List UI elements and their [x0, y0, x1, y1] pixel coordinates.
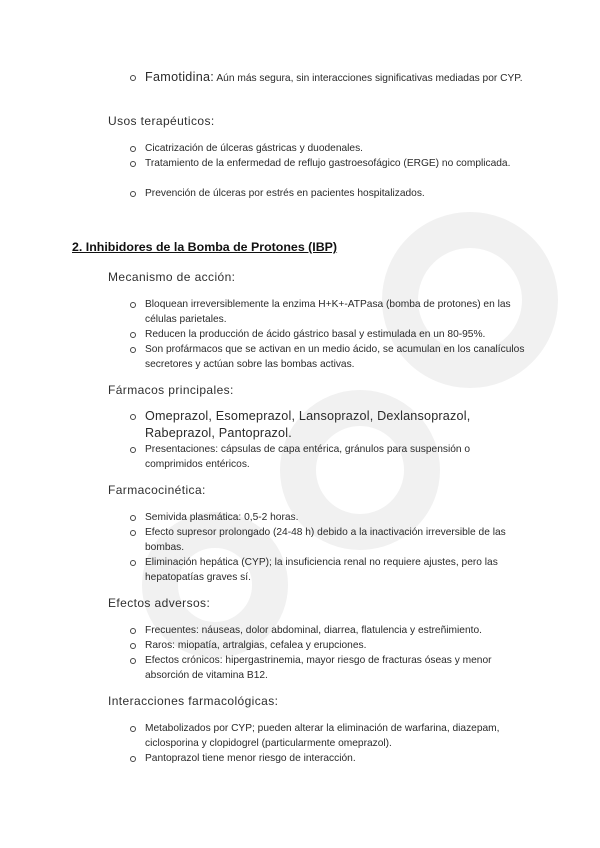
- list-item: Prevención de úlceras por estrés en pacientes hospitalizados.: [145, 186, 525, 201]
- drug-description: Aún más segura, sin interacciones significativas mediadas por CYP.: [216, 73, 523, 84]
- list-item: Raros: miopatía, artralgias, cefalea y erupciones.: [145, 638, 525, 653]
- section-heading: 2. Inhibidores de la Bomba de Protones (IBP): [72, 240, 338, 254]
- list-item: Tratamiento de la enfermedad de reflujo gastroesofágico (ERGE) no complicada.: [145, 156, 525, 171]
- subheading-mecanismo: Mecanismo de acción:: [108, 270, 236, 284]
- list-item: Son profármacos que se activan en un medio ácido, se acumulan en los canalículos secretores y actúan sobre las bombas activas.: [145, 344, 525, 370]
- subheading-farmacocinetica: Farmacocinética:: [108, 483, 206, 497]
- subheading-interacciones: Interacciones farmacológicas:: [108, 694, 279, 708]
- list-item-drug-names: Omeprazol, Esomeprazol, Lansoprazol, Dexlansoprazol, Rabeprazol, Pantoprazol.: [145, 408, 525, 442]
- drug-name: Famotidina:: [145, 70, 215, 84]
- subheading-efectos: Efectos adversos:: [108, 596, 211, 610]
- list-item: Pantoprazol tiene menor riesgo de interacción.: [145, 751, 525, 766]
- list-item: Efecto supresor prolongado (24-48 h) debido a la inactivación irreversible de las bombas.: [145, 525, 525, 555]
- list-item-famotidina: [145, 70, 525, 86]
- subheading-usos: Usos terapéuticos:: [108, 114, 215, 128]
- list-item: Eliminación hepática (CYP); la insuficiencia renal no requiere ajustes, pero las hepatopatías graves sí.: [145, 555, 525, 585]
- list-item: Frecuentes: náuseas, dolor abdominal, diarrea, flatulencia y estreñimiento.: [145, 623, 525, 638]
- list-item: Semivida plasmática: 0,5-2 horas.: [145, 510, 525, 525]
- subheading-farmacos: Fármacos principales:: [108, 383, 234, 397]
- list-item: Reducen la producción de ácido gástrico basal y estimulada en un 80-95%.: [145, 327, 525, 342]
- list-item: Presentaciones: cápsulas de capa entérica, gránulos para suspensión o comprimidos entéricos.: [145, 442, 525, 472]
- list-item: Bloquean irreversiblemente la enzima H+K+-ATPasa (bomba de protones) en las células parietales.: [145, 297, 525, 327]
- list-item: Efectos crónicos: hipergastrinemia, mayor riesgo de fracturas óseas y menor absorción de vitamina B12.: [145, 653, 525, 683]
- list-item: Metabolizados por CYP; pueden alterar la eliminación de warfarina, diazepam, ciclosporina y clopidogrel (particularmente omeprazol).: [145, 721, 525, 751]
- list-item: Cicatrización de úlceras gástricas y duodenales.: [145, 141, 525, 156]
